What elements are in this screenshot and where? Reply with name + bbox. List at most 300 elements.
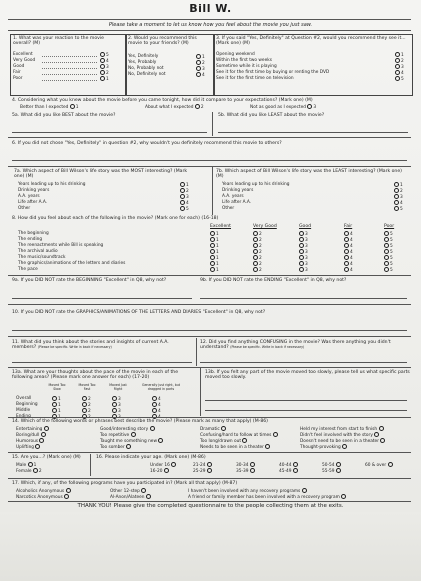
q3-code[interactable] bbox=[395, 76, 404, 82]
option-label: Boring/dull bbox=[16, 433, 40, 438]
radio-circle bbox=[82, 396, 87, 401]
radio-circle bbox=[112, 396, 117, 401]
q6-label: 6. If you did not chose "Yes, Definitely" in question #2, why wouldn't you definitely recommend this movie to others? bbox=[12, 141, 282, 146]
q13a-col: Moved Too Slow bbox=[48, 383, 66, 391]
code-label: 1 bbox=[33, 463, 37, 468]
divider bbox=[8, 304, 411, 305]
option-label: Alcoholics Anonymous bbox=[16, 489, 65, 494]
q5a-label: 5a. What did you like BEST about the movie? bbox=[12, 113, 116, 118]
q1-label: 1. What was your reaction to the movie overall? (M) bbox=[13, 36, 104, 47]
checkbox-circle bbox=[66, 488, 71, 493]
radio-circle bbox=[384, 267, 389, 272]
dot-leader bbox=[42, 74, 97, 75]
code-label: 1 bbox=[400, 183, 403, 188]
radio-circle bbox=[210, 237, 215, 242]
q1-code[interactable] bbox=[100, 76, 109, 82]
radio-circle bbox=[112, 402, 117, 407]
code-label: 5 bbox=[390, 250, 393, 255]
divider bbox=[8, 137, 411, 138]
code-label: 4 bbox=[158, 403, 161, 408]
divider bbox=[196, 338, 197, 366]
code-label: 3 bbox=[186, 195, 189, 200]
q7a-option[interactable] bbox=[18, 188, 49, 193]
code-label: 1 bbox=[58, 397, 61, 402]
q17-label: 17. Which, if any, of the following programs have you participated in? (Mark all that apply) (M-87) bbox=[12, 481, 238, 486]
option-label: Opening weekend bbox=[216, 52, 255, 57]
q4-label: 4. Considering what you knew about the movie before you came tonight, how did it compare to your expectations? (Mark one) (M) bbox=[12, 98, 313, 103]
checkbox-circle bbox=[44, 426, 49, 431]
code-label: 2 bbox=[88, 397, 91, 402]
code-label: 2 bbox=[259, 238, 262, 243]
q17-option[interactable] bbox=[188, 494, 347, 500]
checkbox-circle bbox=[35, 444, 40, 449]
option-label: Uplifting bbox=[16, 445, 35, 450]
code-label: 5 bbox=[390, 244, 393, 249]
radio-circle bbox=[253, 243, 258, 248]
q7b-option[interactable] bbox=[222, 182, 289, 187]
code-label: 4 bbox=[350, 250, 353, 255]
q2-code[interactable] bbox=[196, 72, 205, 78]
q2-label: 2. Would you recommend this movie to your friends? (M) bbox=[128, 36, 197, 47]
q16-option[interactable] bbox=[279, 468, 299, 474]
thank-you-note: THANK YOU! Please give the completed questionnaire to the people collecting them at the exits. bbox=[77, 503, 344, 509]
radio-circle bbox=[250, 468, 255, 473]
option-label: Years leading up to his drinking bbox=[18, 182, 86, 187]
radio-circle bbox=[100, 58, 105, 63]
q14-option[interactable] bbox=[100, 444, 132, 450]
q3-option[interactable] bbox=[216, 58, 272, 63]
q11-answer-line[interactable] bbox=[12, 362, 192, 363]
radio-circle bbox=[344, 237, 349, 242]
radio-circle bbox=[293, 462, 298, 467]
radio-circle bbox=[395, 64, 400, 69]
option-label: A friend or family member has been involved with a recovery program bbox=[188, 495, 340, 500]
code-label: 4 bbox=[350, 244, 353, 249]
code-label: 4 bbox=[106, 59, 109, 64]
option-label: No, Definitely not bbox=[128, 72, 166, 77]
code-label: 4 bbox=[350, 238, 353, 243]
option-label: Too somber bbox=[100, 445, 125, 450]
q4-option[interactable] bbox=[20, 104, 79, 110]
q15-label: 15. Are you...? (Mark one) (M) bbox=[12, 455, 81, 460]
divider bbox=[8, 501, 411, 502]
q11-text: 11. What did you think about the stories and insights of current A.A. members? bbox=[12, 340, 169, 351]
checkbox-circle bbox=[131, 432, 136, 437]
q7b-option[interactable] bbox=[222, 194, 244, 199]
q7b-option[interactable] bbox=[222, 200, 251, 205]
radio-circle bbox=[384, 243, 389, 248]
option-label: Doesn't need to be seen in a theater bbox=[300, 439, 379, 444]
code-label: 4 bbox=[158, 415, 161, 420]
radio-circle bbox=[180, 182, 185, 187]
code-label: 5 bbox=[186, 207, 189, 212]
option-label: 40-44 bbox=[279, 463, 292, 468]
radio-circle bbox=[253, 255, 258, 260]
q7b-option[interactable] bbox=[222, 188, 253, 193]
radio-circle bbox=[100, 70, 105, 75]
code-label: 4 bbox=[186, 201, 189, 206]
q13a-col: Generally just right, but dragged in parts bbox=[142, 383, 180, 391]
radio-circle bbox=[82, 402, 87, 407]
checkbox-circle bbox=[64, 494, 69, 499]
radio-circle bbox=[152, 402, 157, 407]
option-label: Thought-provoking bbox=[300, 445, 341, 450]
q5a-answer-line[interactable] bbox=[12, 132, 207, 133]
radio-circle bbox=[253, 267, 258, 272]
option-label: 30-34 bbox=[236, 463, 249, 468]
q13b-label: 13b. If you felt any part of the movie moved too slowly, please tell us what specific parts moved too slowly. bbox=[205, 370, 410, 381]
code-label: 3 bbox=[313, 105, 317, 110]
radio-circle bbox=[384, 231, 389, 236]
code-label: 1 bbox=[216, 268, 219, 273]
code-label: 1 bbox=[216, 250, 219, 255]
option-label: Held my interest from start to finish bbox=[300, 427, 378, 432]
code-label: 1 bbox=[58, 403, 61, 408]
code-label: 4 bbox=[350, 268, 353, 273]
q14-option[interactable] bbox=[200, 444, 271, 450]
q8-col-fair: Fair bbox=[344, 224, 353, 229]
option-label: About what I expected bbox=[145, 105, 194, 110]
code-label: 2 bbox=[88, 409, 91, 414]
radio-circle bbox=[336, 468, 341, 473]
radio-circle bbox=[253, 261, 258, 266]
code-label: 3 bbox=[118, 403, 121, 408]
divider bbox=[8, 336, 411, 337]
code-label: 1 bbox=[216, 232, 219, 237]
divider bbox=[8, 417, 411, 418]
q2-option[interactable] bbox=[128, 72, 166, 77]
q14-option[interactable] bbox=[16, 444, 41, 450]
code-label: 3 bbox=[305, 250, 308, 255]
q5b-answer-line[interactable] bbox=[218, 132, 408, 133]
radio-circle bbox=[82, 408, 87, 413]
radio-circle bbox=[152, 396, 157, 401]
q9a-answer-line[interactable] bbox=[12, 298, 192, 299]
q16-option[interactable] bbox=[365, 462, 394, 468]
code-label: 3 bbox=[401, 65, 404, 70]
divider bbox=[212, 167, 213, 215]
code-label: 4 bbox=[350, 262, 353, 267]
code-label: 4 bbox=[400, 201, 403, 206]
radio-circle bbox=[344, 231, 349, 236]
radio-circle bbox=[384, 255, 389, 260]
q8-row-label: The graphics/animations of the letters and diaries bbox=[18, 261, 126, 266]
radio-circle bbox=[253, 231, 258, 236]
option-label: Better than I expected bbox=[20, 105, 69, 110]
q14-label: 14. Which of the following words or phrases best describe the movie? (Please mark as many that apply) (M-86) bbox=[12, 419, 268, 424]
q16-option[interactable] bbox=[322, 468, 342, 474]
radio-circle bbox=[100, 76, 105, 81]
code-label: 2 bbox=[88, 415, 91, 420]
option-label: Needs to be seen in a theater bbox=[200, 445, 264, 450]
radio-circle bbox=[293, 468, 298, 473]
code-label: 2 bbox=[259, 262, 262, 267]
q13a-col: Moved Too Fast bbox=[78, 383, 96, 391]
q8-choice[interactable] bbox=[344, 267, 353, 273]
code-label: 1 bbox=[216, 256, 219, 261]
q13b-answer-line[interactable] bbox=[205, 410, 407, 411]
code-label: 3 bbox=[305, 238, 308, 243]
code-label: 2 bbox=[401, 59, 404, 64]
q16-option[interactable] bbox=[150, 468, 170, 474]
option-label: Drinking years bbox=[18, 188, 50, 193]
code-label: 1 bbox=[106, 77, 109, 82]
checkbox-circle bbox=[141, 488, 146, 493]
dot-leader bbox=[42, 62, 97, 63]
checkbox-circle bbox=[242, 438, 247, 443]
option-label: Too repetitive bbox=[100, 433, 130, 438]
q3-option[interactable] bbox=[216, 70, 329, 75]
q4-option[interactable] bbox=[145, 104, 204, 110]
q6-answer-line[interactable] bbox=[12, 160, 407, 161]
code-label: 3 bbox=[202, 67, 205, 72]
radio-circle bbox=[180, 188, 185, 193]
checkbox-circle bbox=[379, 426, 384, 431]
option-label: See it for the first time on television bbox=[216, 76, 294, 81]
code-label: 4 bbox=[350, 256, 353, 261]
instructions: Please take a moment to let us know how you feel about the movie you just saw. bbox=[108, 22, 313, 28]
code-label: 2 bbox=[186, 189, 189, 194]
page-bottom-margin bbox=[0, 512, 421, 581]
radio-circle bbox=[207, 468, 212, 473]
radio-circle bbox=[210, 255, 215, 260]
q2-option[interactable] bbox=[128, 66, 164, 71]
q8-col-very-good: Very Good bbox=[253, 224, 277, 229]
q9b-label: 9b. If you DID NOT rate the ENDING "Excellent" in Q8, why not? bbox=[200, 278, 347, 283]
divider bbox=[8, 166, 411, 167]
option-label: Too long/drawn out bbox=[200, 439, 242, 444]
code-label: 5 bbox=[401, 77, 404, 82]
q8-row-label: The archival audio bbox=[18, 249, 58, 254]
checkbox-circle bbox=[221, 426, 226, 431]
radio-circle bbox=[180, 206, 185, 211]
q2-option[interactable] bbox=[128, 60, 156, 65]
checkbox-circle bbox=[158, 438, 163, 443]
radio-circle bbox=[100, 64, 105, 69]
code-label: 5 bbox=[400, 207, 403, 212]
code-label: 4 bbox=[158, 409, 161, 414]
option-label: Taught me something new bbox=[100, 439, 157, 444]
q8-label: 8. How did you feel about each of the following in the movie? (Mark one for each) (16-18) bbox=[12, 216, 219, 221]
q8-row-label: The music/soundtrack bbox=[18, 255, 66, 260]
radio-circle bbox=[152, 408, 157, 413]
q17-option[interactable] bbox=[16, 494, 70, 500]
q7a-option[interactable] bbox=[18, 206, 30, 211]
radio-circle bbox=[253, 249, 258, 254]
option-label: 55-59 bbox=[322, 469, 335, 474]
option-label: Very Good bbox=[13, 58, 36, 63]
divider bbox=[8, 478, 411, 479]
radio-circle bbox=[384, 249, 389, 254]
radio-circle bbox=[395, 70, 400, 75]
radio-circle bbox=[70, 104, 75, 109]
code-label: 3 bbox=[106, 65, 109, 70]
option-label: Within the first two weeks bbox=[216, 58, 272, 63]
q9a-label: 9a. If you DID NOT rate the BEGINNING "Excellent" in Q8, why not? bbox=[12, 278, 167, 283]
q9b-answer-line[interactable] bbox=[200, 298, 407, 299]
option-label: 25-29 bbox=[193, 469, 206, 474]
q8-row-label: The beginning bbox=[18, 231, 49, 236]
option-label: Yes, Probably bbox=[128, 60, 157, 65]
option-label: Didn't feel involved with the story bbox=[300, 433, 373, 438]
radio-circle bbox=[384, 261, 389, 266]
option-label: Life after A.A. bbox=[18, 200, 48, 205]
q1-option[interactable] bbox=[13, 52, 33, 57]
q1-option[interactable] bbox=[13, 64, 24, 69]
radio-circle bbox=[253, 237, 258, 242]
radio-circle bbox=[210, 231, 215, 236]
option-label: 35-39 bbox=[236, 469, 249, 474]
checkbox-circle bbox=[380, 438, 385, 443]
checkbox-circle bbox=[341, 494, 346, 499]
q12-note: (Please be specific. Write in back if necessary) bbox=[230, 345, 305, 350]
q8-col-good: Good bbox=[299, 224, 312, 229]
option-label: 45-49 bbox=[279, 469, 292, 474]
q8-row-label: The ending bbox=[18, 237, 43, 242]
q13b-answer-line[interactable] bbox=[205, 400, 407, 401]
q7a-option[interactable] bbox=[18, 182, 85, 187]
divider bbox=[8, 30, 411, 31]
radio-circle bbox=[112, 408, 117, 413]
radio-circle bbox=[210, 261, 215, 266]
code-label: 2 bbox=[200, 105, 204, 110]
option-label: Confusing/hard to follow at times bbox=[200, 433, 272, 438]
q8-row-label: The pace bbox=[18, 267, 38, 272]
q16-option[interactable] bbox=[236, 468, 256, 474]
checkbox-circle bbox=[302, 488, 307, 493]
divider bbox=[8, 19, 411, 20]
option-label: Other 12-step bbox=[110, 489, 140, 494]
q7b-code[interactable] bbox=[394, 206, 403, 212]
q4-option[interactable] bbox=[250, 104, 316, 110]
q13a-col: Moved Just Right bbox=[109, 383, 127, 391]
radio-circle bbox=[394, 200, 399, 205]
code-label: 1 bbox=[216, 244, 219, 249]
code-label: 1 bbox=[216, 262, 219, 267]
option-label: Narcotics Anonymous bbox=[16, 495, 63, 500]
q3-option[interactable] bbox=[216, 76, 294, 81]
radio-circle bbox=[395, 52, 400, 57]
q15-option-female[interactable] bbox=[16, 468, 42, 474]
q10-answer-line[interactable] bbox=[12, 330, 407, 331]
divider bbox=[8, 367, 411, 368]
code-label: 2 bbox=[259, 232, 262, 237]
code-label: 2 bbox=[259, 268, 262, 273]
q16-label: 16. Please indicate your age. (Mark one) (M-86) bbox=[96, 455, 206, 460]
radio-circle bbox=[196, 54, 201, 59]
q1-option[interactable] bbox=[13, 58, 35, 63]
checkbox-circle bbox=[273, 432, 278, 437]
q7b-option[interactable] bbox=[222, 206, 234, 211]
dot-leader bbox=[42, 56, 97, 57]
code-label: 2 bbox=[38, 469, 42, 474]
q8-choice[interactable] bbox=[210, 267, 219, 273]
option-label: Other bbox=[18, 206, 31, 211]
code-label: 3 bbox=[118, 415, 121, 420]
q13a-label: 13a. What are your thoughts about the pace of the movie in each of the following areas? (Please mark one answer for each) (17-20) bbox=[12, 370, 179, 381]
code-label: 3 bbox=[118, 397, 121, 402]
option-label: 60 & over bbox=[365, 463, 387, 468]
checkbox-circle bbox=[342, 444, 347, 449]
option-label: A.A. years bbox=[222, 194, 244, 199]
radio-circle bbox=[344, 243, 349, 248]
option-label: Poor bbox=[13, 76, 23, 81]
q14-option[interactable] bbox=[300, 444, 348, 450]
q8-row-label: The reenactments while Bill is speaking bbox=[18, 243, 104, 248]
code-label: 3 bbox=[305, 232, 308, 237]
option-label: Not as good as I expected bbox=[250, 105, 306, 110]
q17-option[interactable] bbox=[110, 494, 152, 500]
option-label: Good/interesting story bbox=[100, 427, 149, 432]
radio-circle bbox=[164, 468, 169, 473]
q1-option[interactable] bbox=[13, 76, 22, 81]
checkbox-circle bbox=[374, 432, 379, 437]
q7a-code[interactable] bbox=[180, 206, 189, 212]
radio-circle bbox=[250, 462, 255, 467]
radio-circle bbox=[299, 237, 304, 242]
code-label: 1 bbox=[216, 238, 219, 243]
option-label: Dramatic bbox=[200, 427, 220, 432]
q2-option[interactable] bbox=[128, 54, 158, 59]
option-label: Al-Anon/Alateen bbox=[110, 495, 145, 500]
radio-circle bbox=[395, 58, 400, 63]
q3-option[interactable] bbox=[216, 64, 277, 69]
option-label: Entertaining bbox=[16, 427, 43, 432]
option-label: Under 16 bbox=[150, 463, 170, 468]
q7b-label: 7b. Which aspect of Bill Wilson's life story was the LEAST interesting? (Mark one) (M) bbox=[216, 169, 402, 180]
code-label: 3 bbox=[305, 262, 308, 267]
code-label: 1 bbox=[401, 53, 404, 58]
radio-circle bbox=[336, 462, 341, 467]
option-label: Years leading up to his drinking bbox=[222, 182, 290, 187]
radio-circle bbox=[388, 462, 393, 467]
code-label: 4 bbox=[401, 71, 404, 76]
code-label: 1 bbox=[186, 183, 189, 188]
radio-circle bbox=[299, 243, 304, 248]
q8-choice[interactable] bbox=[384, 267, 393, 273]
dot-leader bbox=[42, 68, 97, 69]
q5b-label: 5b. What did you like LEAST about the movie? bbox=[218, 113, 325, 118]
dot-leader bbox=[42, 80, 97, 81]
q1-option[interactable] bbox=[13, 70, 21, 75]
radio-circle bbox=[394, 182, 399, 187]
option-label: Other bbox=[222, 206, 235, 211]
option-label: Life after A.A. bbox=[222, 200, 252, 205]
code-label: 2 bbox=[88, 403, 91, 408]
radio-circle bbox=[52, 396, 57, 401]
radio-circle bbox=[307, 104, 312, 109]
q16-option[interactable] bbox=[193, 468, 213, 474]
code-label: 4 bbox=[202, 73, 205, 78]
option-label: Fair bbox=[13, 70, 21, 75]
option-label: Male bbox=[16, 463, 27, 468]
radio-circle bbox=[344, 255, 349, 260]
q7a-option[interactable] bbox=[18, 194, 40, 199]
q8-choice[interactable] bbox=[299, 267, 308, 273]
q3-option[interactable] bbox=[216, 52, 255, 57]
radio-circle bbox=[299, 249, 304, 254]
code-label: 3 bbox=[118, 409, 121, 414]
q12-answer-line[interactable] bbox=[200, 362, 407, 363]
q11-note: (Please be specific. Write in back if necessary) bbox=[37, 345, 112, 350]
radio-circle bbox=[394, 206, 399, 211]
code-label: 5 bbox=[106, 53, 109, 58]
code-label: 5 bbox=[390, 232, 393, 237]
option-label: Yes, Definitely bbox=[128, 54, 159, 59]
checkbox-circle bbox=[41, 432, 46, 437]
q8-choice[interactable] bbox=[253, 267, 262, 273]
q7a-option[interactable] bbox=[18, 200, 47, 205]
